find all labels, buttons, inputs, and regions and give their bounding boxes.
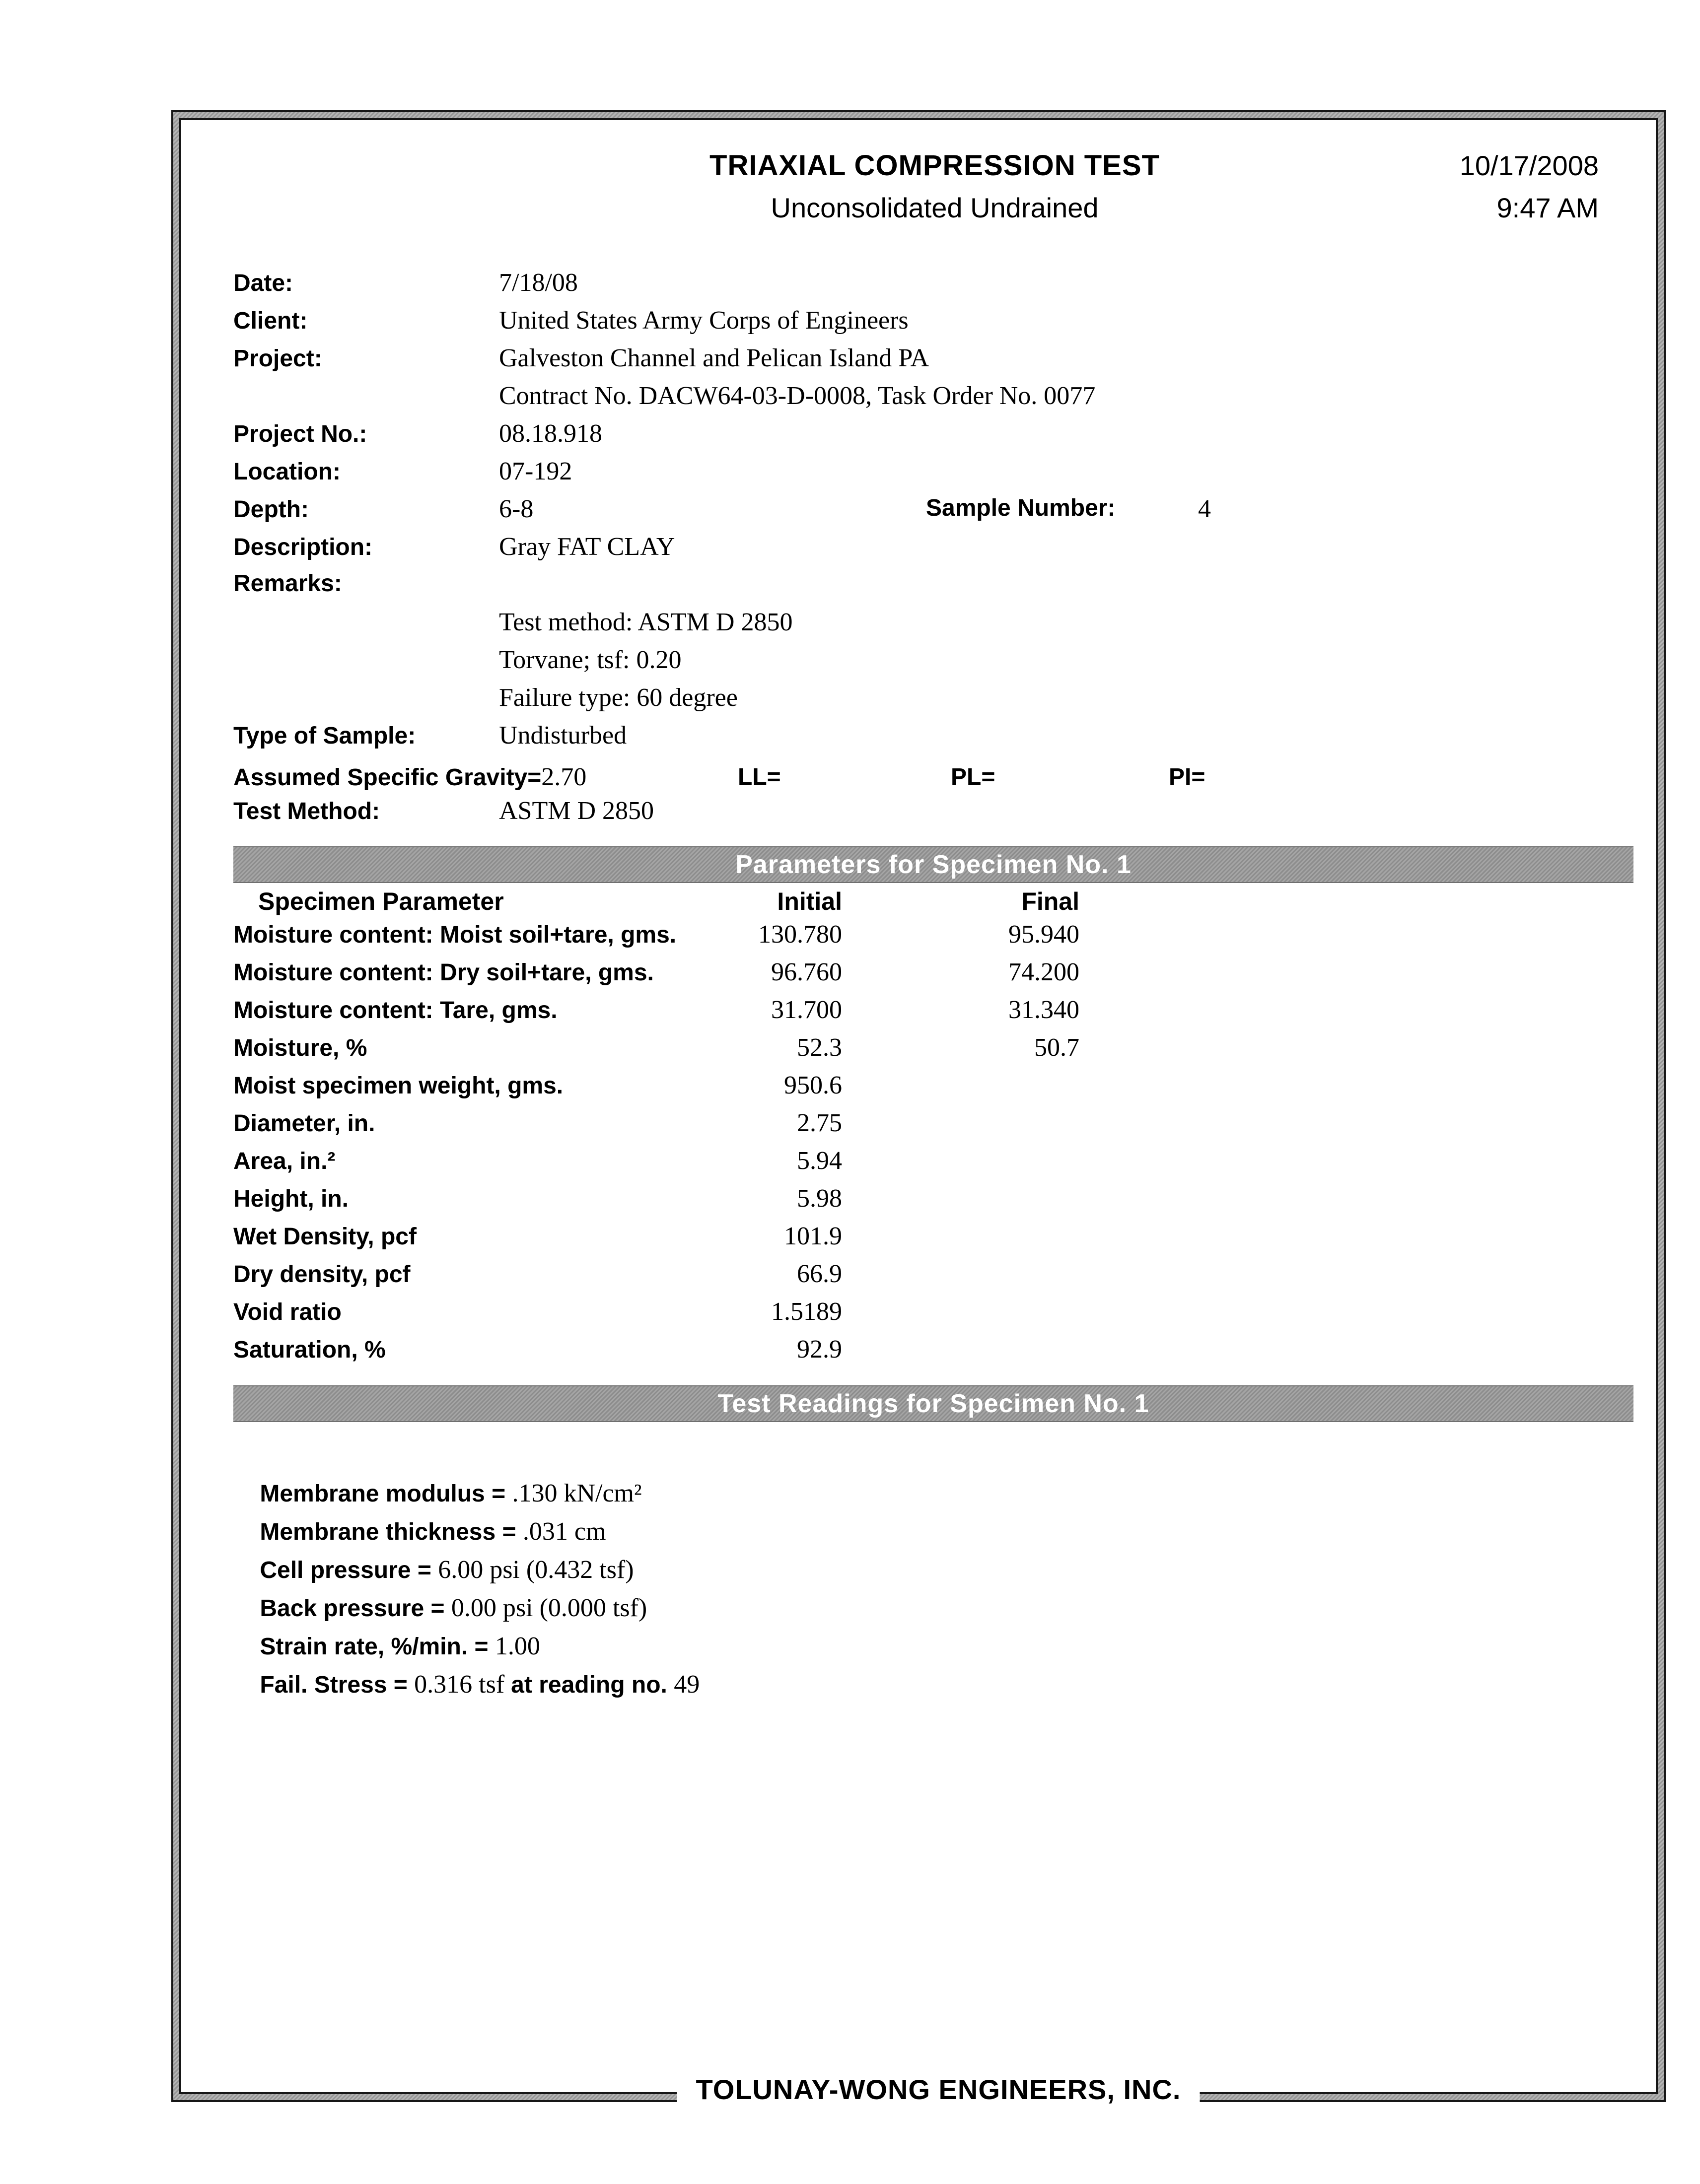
param-label: Moisture content: Dry soil+tare, gms. (233, 959, 654, 986)
field-value: United States Army Corps of Engineers (499, 306, 909, 335)
field-value: 2.70 (541, 763, 587, 791)
field-value: 6-8 (499, 495, 534, 523)
param-label: Dry density, pcf (233, 1261, 411, 1288)
param-label: Moisture content: Moist soil+tare, gms. (233, 922, 677, 948)
ll-label: LL= (738, 764, 781, 790)
param-initial: 5.94 (797, 1147, 842, 1175)
param-label: Area, in.² (233, 1148, 336, 1174)
info-row-client (233, 306, 1636, 343)
parameters-table (233, 883, 1636, 1372)
reading-label: Back pressure = (260, 1595, 451, 1622)
field-label: Type of Sample: (233, 723, 416, 749)
table-row (233, 1335, 1636, 1372)
param-label: Diameter, in. (233, 1110, 375, 1137)
info-row-torvane (233, 645, 1636, 683)
reading-label: Strain rate, %/min. = (260, 1634, 495, 1660)
report-content (181, 120, 1656, 2092)
info-row-location (233, 457, 1636, 494)
reading-value: .031 cm (522, 1517, 606, 1546)
table-row (233, 1071, 1636, 1108)
field-value: Galveston Channel and Pelican Island PA (499, 344, 929, 372)
field-label: Project No.: (233, 421, 367, 447)
info-row-specific-gravity (233, 758, 1636, 796)
report-titles (233, 148, 1636, 224)
param-initial: 5.98 (797, 1184, 842, 1213)
col-header-final: Final (1021, 887, 1079, 915)
field-value: ASTM D 2850 (499, 797, 654, 825)
info-row-contract (233, 381, 1636, 419)
param-label: Saturation, % (233, 1337, 386, 1363)
pl-label: PL= (951, 764, 995, 790)
info-row-date (233, 268, 1636, 306)
param-label: Void ratio (233, 1299, 342, 1325)
param-initial: 130.780 (758, 920, 842, 949)
reading-label: Cell pressure = (260, 1557, 438, 1583)
param-label: Height, in. (233, 1186, 349, 1212)
report-page-frame (171, 110, 1666, 2105)
info-row-project (233, 343, 1636, 381)
param-initial: 52.3 (797, 1033, 842, 1062)
table-row (233, 1184, 1636, 1222)
reading-label: at reading no. (511, 1672, 674, 1698)
info-row-test-method-note (233, 608, 1636, 645)
report-title: TRIAXIAL COMPRESSION TEST (709, 149, 1160, 182)
param-initial: 101.9 (784, 1222, 842, 1250)
test-readings-section (233, 1436, 1636, 1699)
param-final: 31.340 (1008, 996, 1079, 1024)
field-label: Test Method: (233, 798, 380, 824)
param-label: Wet Density, pcf (233, 1224, 417, 1250)
table-row (233, 1146, 1636, 1184)
field-value: Gray FAT CLAY (499, 533, 675, 561)
reading-line-membrane-modulus (233, 1436, 1636, 1507)
field-label: Description: (233, 534, 373, 560)
field-label: Location: (233, 459, 341, 485)
parameters-table-header (233, 883, 1636, 920)
section-banner-test-readings: Test Readings for Specimen No. 1 (233, 1385, 1633, 1422)
reading-value: 1.00 (495, 1632, 540, 1660)
table-row (233, 1108, 1636, 1146)
field-value: 7/18/08 (499, 269, 578, 297)
field-value: Torvane; tsf: 0.20 (499, 646, 682, 674)
field-value: Contract No. DACW64-03-D-0008, Task Order No. 0077 (499, 382, 1096, 410)
print-datetime (1460, 148, 1599, 224)
param-initial: 950.6 (784, 1071, 842, 1099)
col-header-parameter: Specimen Parameter (258, 887, 504, 915)
report-subtitle: Unconsolidated Undrained (771, 192, 1099, 223)
reading-label: Membrane modulus = (260, 1481, 512, 1507)
info-row-type-of-sample (233, 721, 1636, 758)
field-label: Depth: (233, 496, 309, 523)
param-label: Moist specimen weight, gms. (233, 1073, 564, 1099)
info-row-description (233, 532, 1636, 570)
field-label: Project: (233, 345, 322, 372)
param-initial: 66.9 (797, 1260, 842, 1288)
param-initial: 92.9 (797, 1335, 842, 1364)
field-label: Assumed Specific Gravity= (233, 764, 542, 791)
table-row (233, 1297, 1636, 1335)
field-value: Test method: ASTM D 2850 (499, 608, 793, 636)
sample-number-label: Sample Number: (926, 495, 1116, 521)
info-row-test-method (233, 796, 1636, 834)
report-header (233, 148, 1636, 224)
reading-value: 49 (674, 1670, 700, 1699)
param-initial: 1.5189 (771, 1297, 842, 1326)
reading-value: 0.00 psi (0.000 tsf) (451, 1594, 647, 1622)
company-footer: TOLUNAY-WONG ENGINEERS, INC. (677, 2074, 1200, 2105)
param-label: Moisture, % (233, 1035, 367, 1061)
reading-value: 0.316 tsf (414, 1670, 511, 1699)
param-final: 50.7 (1034, 1033, 1079, 1062)
col-header-initial: Initial (777, 887, 842, 915)
param-final: 95.940 (1008, 920, 1079, 949)
param-final: 74.200 (1008, 958, 1079, 986)
reading-label: Fail. Stress = (260, 1672, 415, 1698)
info-row-remarks (233, 570, 1636, 608)
info-row-failure-type (233, 683, 1636, 721)
field-label: Date: (233, 270, 293, 296)
report-page (179, 118, 1658, 2105)
reading-value: .130 kN/cm² (512, 1479, 642, 1507)
field-value: 07-192 (499, 457, 572, 485)
info-row-depth (233, 494, 1636, 532)
param-initial: 31.700 (771, 996, 842, 1024)
field-label: Remarks: (233, 570, 342, 597)
pi-label: PI= (1169, 764, 1205, 790)
param-label: Moisture content: Tare, gms. (233, 997, 558, 1024)
print-time: 9:47 AM (1496, 192, 1599, 223)
sample-number-value: 4 (1198, 495, 1211, 523)
table-row (233, 1033, 1636, 1071)
field-value: 08.18.918 (499, 419, 602, 448)
table-row (233, 1222, 1636, 1259)
field-value: Failure type: 60 degree (499, 683, 738, 712)
info-row-project-no (233, 419, 1636, 457)
table-row (233, 995, 1636, 1033)
reading-value: 6.00 psi (0.432 tsf) (438, 1556, 634, 1584)
reading-label: Membrane thickness = (260, 1519, 523, 1545)
table-row (233, 920, 1636, 957)
field-label: Client: (233, 308, 308, 334)
param-initial: 2.75 (797, 1109, 842, 1137)
table-row (233, 957, 1636, 995)
section-banner-parameters: Parameters for Specimen No. 1 (233, 846, 1633, 883)
table-row (233, 1259, 1636, 1297)
param-initial: 96.760 (771, 958, 842, 986)
sample-info-section (233, 268, 1636, 834)
field-value: Undisturbed (499, 721, 627, 750)
print-date: 10/17/2008 (1459, 150, 1599, 181)
